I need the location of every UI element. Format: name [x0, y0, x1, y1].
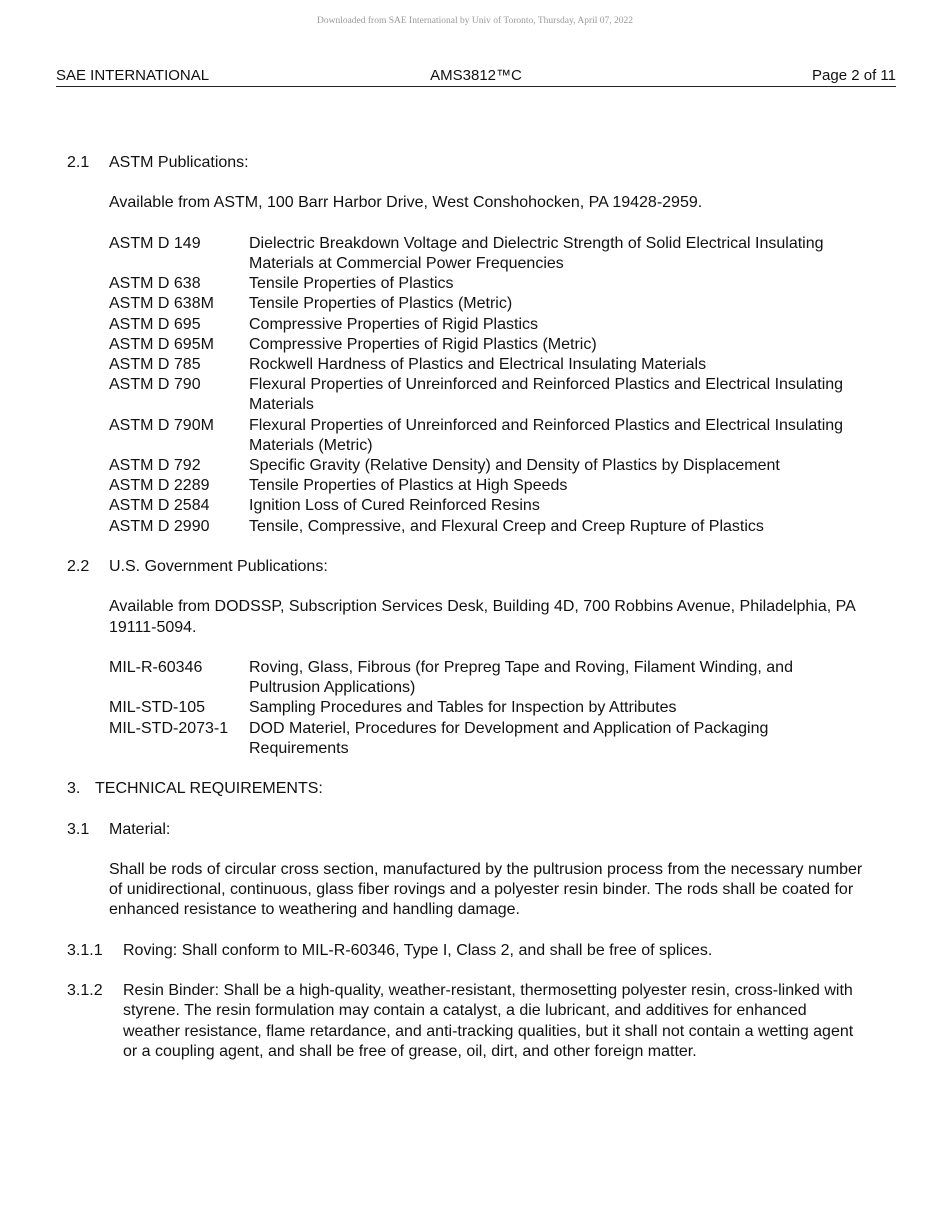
reference-item	[67, 496, 867, 516]
roving-paragraph: Roving: Shall conform to MIL-R-60346, Type I, Class 2, and shall be free of splices.	[123, 941, 713, 959]
material-paragraph: Shall be rods of circular cross section, manufactured by the pultrusion process from the necessary number of unidirectional, continuous, glass fiber rovings and a polyester resin binder. The rods shall be coated for enhanced resistance to weathering and handling damage.	[109, 860, 863, 919]
reference-title: DOD Materiel, Procedures for Development and Application of Packaging Requirements	[249, 719, 769, 757]
dodssp-availability: Available from DODSSP, Subscription Services Desk, Building 4D, 700 Robbins Avenue, Philadelphia, PA 19111-5094.	[109, 598, 855, 636]
reference-item	[67, 335, 867, 355]
section-2-1-heading	[67, 153, 867, 173]
reference-item	[67, 294, 867, 314]
reference-item	[67, 234, 867, 274]
reference-code: ASTM D 695M	[109, 335, 214, 353]
astm-reference-list	[67, 234, 867, 537]
section-2-2-heading	[67, 557, 867, 577]
reference-title: Flexural Properties of Unreinforced and Reinforced Plastics and Electrical Insulating Materials (Metric)	[249, 416, 844, 454]
page-header	[56, 67, 896, 87]
reference-item	[67, 375, 867, 415]
reference-title: Dielectric Breakdown Voltage and Dielectric Strength of Solid Electrical Insulating Materials at Commercial Power Frequencies	[249, 234, 824, 272]
header-page-number: Page 2 of 11	[812, 67, 896, 84]
reference-code: MIL-STD-2073-1	[109, 719, 229, 737]
reference-item	[67, 274, 867, 294]
reference-code: ASTM D 785	[109, 356, 201, 373]
reference-item	[67, 456, 867, 476]
government-reference-list	[67, 658, 867, 759]
reference-title: Tensile Properties of Plastics (Metric)	[249, 295, 513, 313]
section-title: ASTM Publications:	[109, 154, 249, 171]
section-title: TECHNICAL REQUIREMENTS:	[95, 780, 323, 798]
reference-code: ASTM D 695	[109, 315, 201, 333]
header-organization: SAE INTERNATIONAL	[56, 67, 210, 84]
reference-code: MIL-R-60346	[109, 659, 203, 676]
section-number: 3.1.1	[67, 941, 103, 959]
header-document-id: AMS3812™C	[430, 67, 522, 84]
reference-item	[67, 517, 867, 537]
reference-title: Compressive Properties of Rigid Plastics (Metric)	[249, 335, 597, 353]
reference-code: ASTM D 638	[109, 275, 201, 293]
reference-code: ASTM D 2584	[109, 497, 210, 515]
section-number: 3.1	[67, 820, 90, 838]
section-number: 3.1.2	[67, 982, 103, 1000]
reference-title: Specific Gravity (Relative Density) and Density of Plastics by Displacement	[249, 457, 780, 475]
reference-item	[67, 476, 867, 496]
document-body	[67, 153, 867, 1062]
section-number: 3.	[67, 780, 81, 798]
section-3-heading	[67, 779, 867, 799]
reference-item	[67, 658, 867, 698]
download-watermark: Downloaded from SAE International by Univ of Toronto, Thursday, April 07, 2022	[316, 16, 634, 26]
reference-title: Tensile Properties of Plastics	[249, 275, 454, 293]
reference-code: ASTM D 638M	[109, 295, 214, 313]
reference-code: ASTM D 792	[109, 457, 201, 475]
reference-code: ASTM D 149	[109, 234, 201, 252]
reference-title: Rockwell Hardness of Plastics and Electrical Insulating Materials	[249, 356, 707, 373]
section-number: 2.2	[67, 558, 90, 576]
reference-title: Tensile, Compressive, and Flexural Creep and Creep Rupture of Plastics	[249, 517, 764, 535]
section-title: Material:	[109, 820, 171, 838]
reference-item	[67, 315, 867, 335]
reference-item	[67, 719, 867, 759]
section-number: 2.1	[67, 154, 90, 171]
reference-item	[67, 355, 867, 375]
reference-code: MIL-STD-105	[109, 699, 206, 717]
reference-code: ASTM D 790	[109, 376, 201, 394]
section-3-1-1	[67, 941, 867, 961]
reference-item	[67, 416, 867, 456]
resin-binder-paragraph: Resin Binder: Shall be a high-quality, weather-resistant, thermosetting polyester resin, cross-linked with styrene. The resin formulation may contain a catalyst, a die lubricant, and additives for enhanced weather resistance, flame retardance, and anti-tracking qualities, but it shall not contain a wetting agent or a coupling agent, and shall be free of grease, oil, dirt, and other foreign matter.	[123, 982, 854, 1060]
reference-title: Tensile Properties of Plastics at High Speeds	[249, 477, 568, 495]
reference-item	[67, 698, 867, 718]
reference-title: Sampling Procedures and Tables for Inspection by Attributes	[249, 699, 677, 717]
reference-code: ASTM D 2289	[109, 477, 210, 495]
section-title: U.S. Government Publications:	[109, 558, 328, 576]
reference-title: Ignition Loss of Cured Reinforced Resins	[249, 497, 540, 515]
reference-code: ASTM D 2990	[109, 517, 210, 535]
reference-title: Compressive Properties of Rigid Plastics	[249, 315, 538, 333]
section-3-1-heading	[67, 820, 867, 840]
section-3-1-2	[67, 981, 867, 1062]
reference-title: Roving, Glass, Fibrous (for Prepreg Tape and Roving, Filament Winding, and Pultrusion Applications)	[249, 659, 793, 697]
astm-availability: Available from ASTM, 100 Barr Harbor Drive, West Conshohocken, PA 19428-2959.	[109, 194, 703, 212]
reference-title: Flexural Properties of Unreinforced and Reinforced Plastics and Electrical Insulating Materials	[249, 376, 844, 414]
reference-code: ASTM D 790M	[109, 416, 214, 434]
